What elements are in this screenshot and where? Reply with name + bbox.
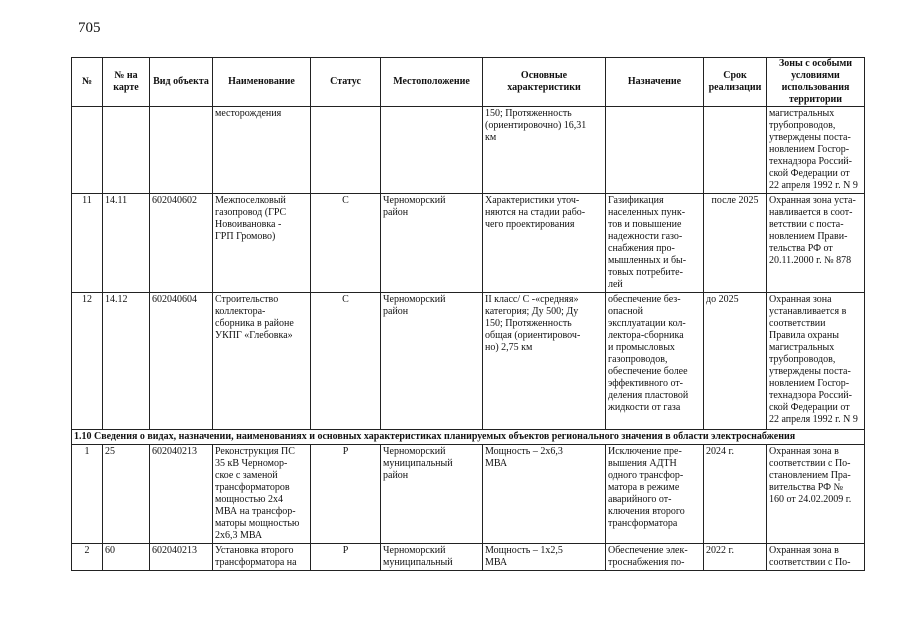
cell-purpose: обеспечение без- опасной эксплуатации кол- лектора-сборника и промысловых газопроводов, обеспечение более эффективного от- деления пластовой жидкости от газа: [606, 293, 704, 430]
cell-term: после 2025: [704, 194, 767, 293]
cell-status: Р: [311, 445, 381, 544]
cell-name: Реконструкция ПС 35 кВ Черномор- ское с заменой трансформаторов мощностью 2х4 МВА на трансфор- маторы мощностью 2х6,3 МВА: [213, 445, 311, 544]
section-title: 1.10 Сведения о видах, назначении, наименованиях и основных характеристиках планируемых объектов регионального значения в области электроснабжения: [72, 430, 865, 445]
header-term: Срок реализации: [704, 58, 767, 107]
cell-location: Черноморский район: [381, 194, 483, 293]
cell-name: Установка второго трансформатора на: [213, 544, 311, 571]
objects-table: [71, 57, 865, 571]
cell-term: 2022 г.: [704, 544, 767, 571]
cell-map-num: 14.12: [103, 293, 150, 430]
cell-characteristics: Характеристики уточ- няются на стадии рабо- чего проектирования: [483, 194, 606, 293]
cell-num: 1: [72, 445, 103, 544]
page-number: 705: [78, 20, 101, 36]
cell-purpose: [606, 107, 704, 194]
cell-zones: магистральных трубопроводов, утверждены поста- новлением Госгор- технадзора Россий- ской Федерации от 22 апреля 1992 г. N 9: [767, 107, 865, 194]
cell-object-type: 602040213: [150, 445, 213, 544]
header-characteristics: Основные характеристики: [483, 58, 606, 107]
cell-object-type: 602040213: [150, 544, 213, 571]
cell-term: [704, 107, 767, 194]
table-row: [72, 445, 865, 544]
header-purpose: Назначение: [606, 58, 704, 107]
cell-characteristics: Мощность – 2х6,3 МВА: [483, 445, 606, 544]
cell-status: [311, 107, 381, 194]
section-row: [72, 430, 865, 445]
cell-characteristics: 150; Протяженность (ориентировочно) 16,31 км: [483, 107, 606, 194]
cell-location: Черноморский муниципальный: [381, 544, 483, 571]
header-map-num: № на карте: [103, 58, 150, 107]
table-row: [72, 293, 865, 430]
cell-num: 12: [72, 293, 103, 430]
cell-zones: Охранная зона в соответствии с По-: [767, 544, 865, 571]
cell-characteristics: II класс/ С -«средняя» категория; Ду 500; Ду 150; Протяженность общая (ориентировоч- но) 2,75 км: [483, 293, 606, 430]
cell-name: месторождения: [213, 107, 311, 194]
cell-zones: Охранная зона в соответствии с По- становлением Пра- вительства РФ № 160 от 24.02.2009 г.: [767, 445, 865, 544]
table-row: [72, 544, 865, 571]
cell-purpose: Исключение пре- вышения АДТН одного трансфор- матора в режиме аварийного от- ключения второго трансформатора: [606, 445, 704, 544]
cell-name: Строительство коллектора- сборника в районе УКПГ «Глебовка»: [213, 293, 311, 430]
cell-location: Черноморский район: [381, 293, 483, 430]
header-row: [72, 58, 865, 107]
cell-map-num: [103, 107, 150, 194]
cell-object-type: 602040604: [150, 293, 213, 430]
cell-object-type: [150, 107, 213, 194]
header-location: Местоположение: [381, 58, 483, 107]
cell-status: С: [311, 194, 381, 293]
cell-term: до 2025: [704, 293, 767, 430]
cell-num: [72, 107, 103, 194]
cell-object-type: 602040602: [150, 194, 213, 293]
cell-term: 2024 г.: [704, 445, 767, 544]
table-row: [72, 194, 865, 293]
header-object-type: Вид объекта: [150, 58, 213, 107]
table-row: [72, 107, 865, 194]
cell-name: Межпоселковый газопровод (ГРС Новоивановка - ГРП Громово): [213, 194, 311, 293]
cell-map-num: 25: [103, 445, 150, 544]
cell-num: 11: [72, 194, 103, 293]
header-zones: Зоны с особыми условиями использования территории: [767, 58, 865, 107]
cell-location: Черноморский муниципальный район: [381, 445, 483, 544]
cell-purpose: Обеспечение элек- троснабжения по-: [606, 544, 704, 571]
cell-status: С: [311, 293, 381, 430]
header-status: Статус: [311, 58, 381, 107]
cell-location: [381, 107, 483, 194]
cell-map-num: 14.11: [103, 194, 150, 293]
cell-status: Р: [311, 544, 381, 571]
cell-zones: Охранная зона устанавливается в соответствии Правила охраны магистральных трубопроводов, утверждены поста- новлением Госгор- технадзора Россий- ской Федерации от 22 апреля 1992 г. N 9: [767, 293, 865, 430]
header-num: №: [72, 58, 103, 107]
cell-num: 2: [72, 544, 103, 571]
cell-purpose: Газификация населенных пунк- тов и повышение надежности газо- снабжения про- мышленных и бы- товых потребите- лей: [606, 194, 704, 293]
cell-characteristics: Мощность – 1х2,5 МВА: [483, 544, 606, 571]
cell-zones: Охранная зона уста- навливается в соот- ветствии с поста- новлением Прави- тельства РФ от 20.11.2000 г. № 878: [767, 194, 865, 293]
header-name: Наименование: [213, 58, 311, 107]
cell-map-num: 60: [103, 544, 150, 571]
